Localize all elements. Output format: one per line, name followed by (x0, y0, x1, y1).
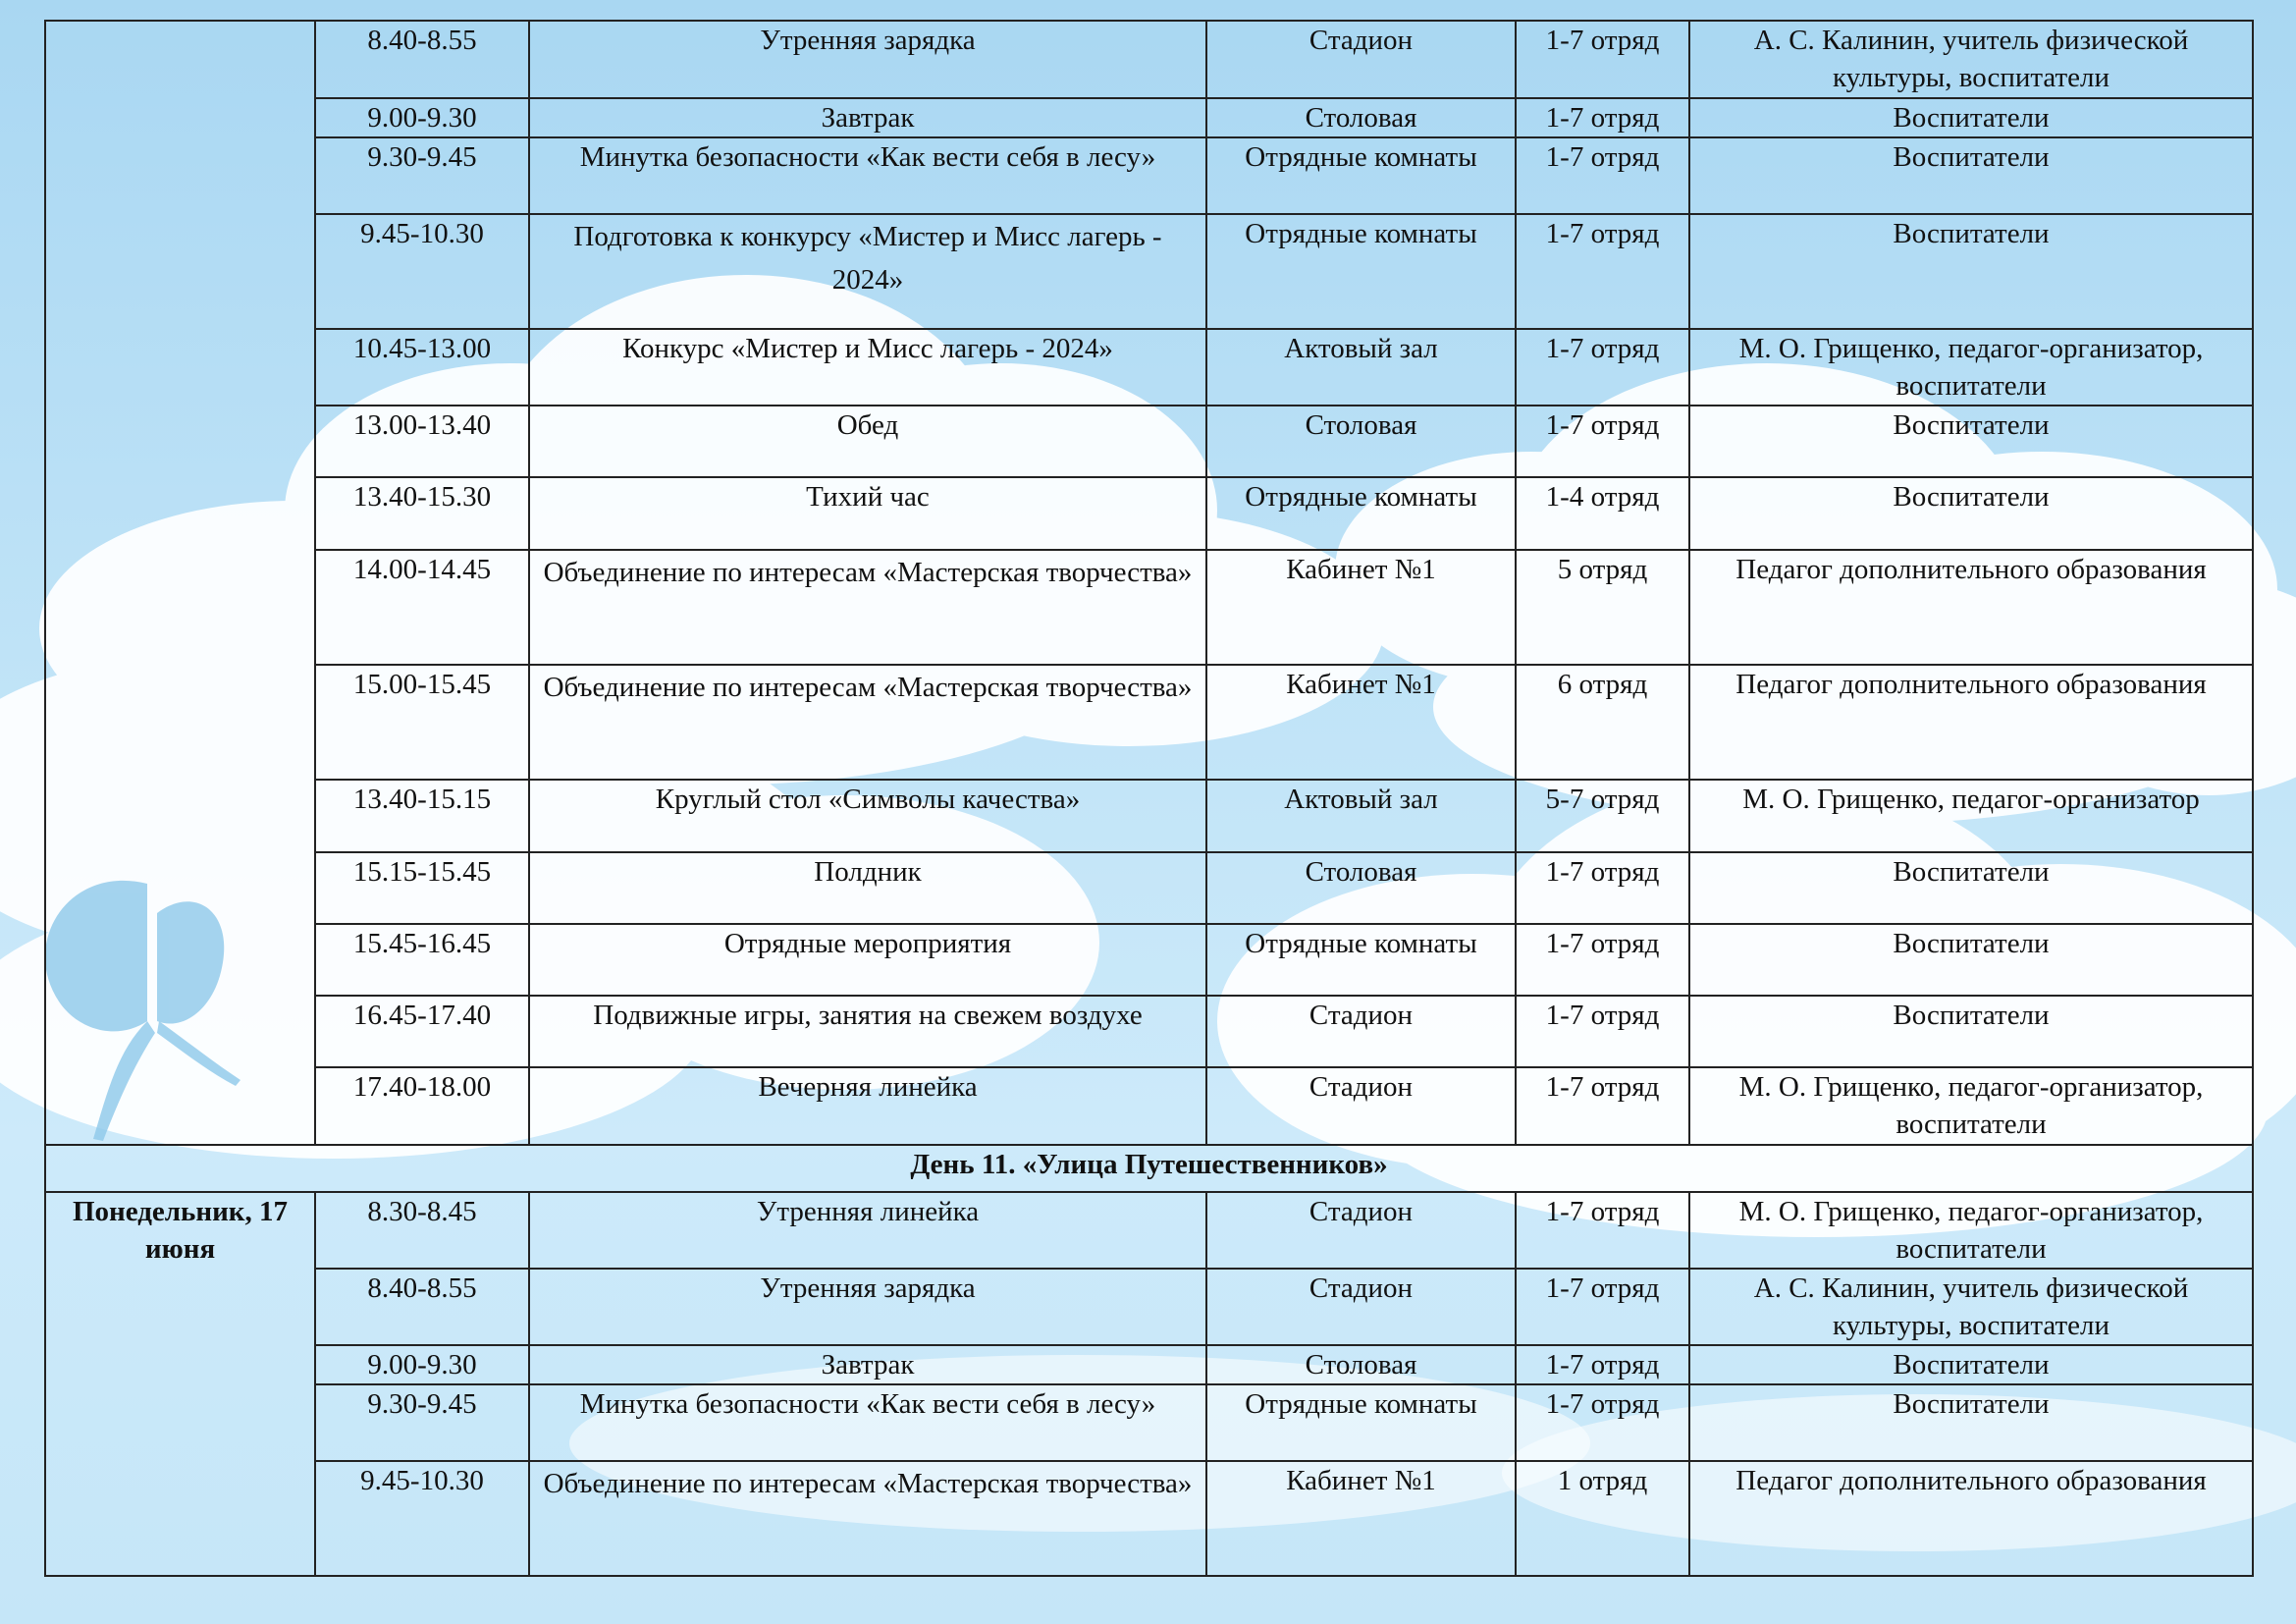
event-cell: Минутка безопасности «Как вести себя в лесу» (529, 1384, 1206, 1461)
group-cell: 1-7 отряд (1516, 1345, 1689, 1384)
day-cell-empty (45, 21, 315, 1145)
place-cell: Актовый зал (1206, 780, 1516, 852)
responsible-cell: А. С. Калинин, учитель физической культуры, воспитатели (1689, 21, 2253, 98)
group-cell: 1-7 отряд (1516, 137, 1689, 214)
table-row (45, 924, 2253, 996)
table-row (45, 477, 2253, 550)
event-cell: Завтрак (529, 1345, 1206, 1384)
place-cell: Кабинет №1 (1206, 550, 1516, 665)
group-cell: 1-7 отряд (1516, 406, 1689, 477)
event-cell: Тихий час (529, 477, 1206, 550)
place-cell: Отрядные комнаты (1206, 924, 1516, 996)
place-cell: Кабинет №1 (1206, 1461, 1516, 1576)
event-cell: Полдник (529, 852, 1206, 924)
place-cell: Столовая (1206, 1345, 1516, 1384)
responsible-cell: Воспитатели (1689, 406, 2253, 477)
table-row (45, 780, 2253, 852)
time-cell: 13.40-15.30 (315, 477, 529, 550)
place-cell: Кабинет №1 (1206, 665, 1516, 780)
responsible-cell: Воспитатели (1689, 996, 2253, 1067)
event-cell: Конкурс «Мистер и Мисс лагерь - 2024» (529, 329, 1206, 406)
table-row (45, 137, 2253, 214)
table-row (45, 1269, 2253, 1345)
group-cell: 6 отряд (1516, 665, 1689, 780)
responsible-cell: М. О. Грищенко, педагог-организатор, воспитатели (1689, 1067, 2253, 1145)
responsible-cell: М. О. Грищенко, педагог-организатор, воспитатели (1689, 1192, 2253, 1269)
day-date: Понедельник, 17 июня (45, 1192, 315, 1576)
table-row (45, 550, 2253, 665)
responsible-cell: Педагог дополнительного образования (1689, 550, 2253, 665)
responsible-cell: Воспитатели (1689, 477, 2253, 550)
place-cell: Столовая (1206, 852, 1516, 924)
responsible-cell: Воспитатели (1689, 1345, 2253, 1384)
responsible-cell: М. О. Грищенко, педагог-организатор (1689, 780, 2253, 852)
event-cell: Минутка безопасности «Как вести себя в лесу» (529, 137, 1206, 214)
time-cell: 9.00-9.30 (315, 1345, 529, 1384)
responsible-cell: Воспитатели (1689, 98, 2253, 137)
table-row (45, 665, 2253, 780)
time-cell: 8.40-8.55 (315, 21, 529, 98)
day-heading: День 11. «Улица Путешественников» (45, 1145, 2253, 1192)
responsible-cell: М. О. Грищенко, педагог-организатор, воспитатели (1689, 329, 2253, 406)
time-cell: 8.30-8.45 (315, 1192, 529, 1269)
table-row (45, 1461, 2253, 1576)
time-cell: 13.00-13.40 (315, 406, 529, 477)
group-cell: 5-7 отряд (1516, 780, 1689, 852)
group-cell: 1-7 отряд (1516, 329, 1689, 406)
group-cell: 1-7 отряд (1516, 1067, 1689, 1145)
day-heading-row (45, 1145, 2253, 1192)
place-cell: Актовый зал (1206, 329, 1516, 406)
time-cell: 9.30-9.45 (315, 137, 529, 214)
table-row (45, 1192, 2253, 1269)
time-cell: 8.40-8.55 (315, 1269, 529, 1345)
event-cell: Объединение по интересам «Мастерская творчества» (529, 550, 1206, 665)
group-cell: 1-7 отряд (1516, 1192, 1689, 1269)
event-cell: Подготовка к конкурсу «Мистер и Мисс лагерь - 2024» (529, 214, 1206, 329)
table-row (45, 214, 2253, 329)
time-cell: 9.45-10.30 (315, 1461, 529, 1576)
place-cell: Отрядные комнаты (1206, 1384, 1516, 1461)
place-cell: Стадион (1206, 1269, 1516, 1345)
place-cell: Отрядные комнаты (1206, 477, 1516, 550)
responsible-cell: Воспитатели (1689, 137, 2253, 214)
group-cell: 5 отряд (1516, 550, 1689, 665)
responsible-cell: Воспитатели (1689, 214, 2253, 329)
place-cell: Стадион (1206, 996, 1516, 1067)
time-cell: 9.00-9.30 (315, 98, 529, 137)
time-cell: 14.00-14.45 (315, 550, 529, 665)
responsible-cell: Педагог дополнительного образования (1689, 1461, 2253, 1576)
event-cell: Объединение по интересам «Мастерская творчества» (529, 1461, 1206, 1576)
responsible-cell: Педагог дополнительного образования (1689, 665, 2253, 780)
group-cell: 1-7 отряд (1516, 214, 1689, 329)
time-cell: 9.45-10.30 (315, 214, 529, 329)
responsible-cell: Воспитатели (1689, 852, 2253, 924)
group-cell: 1-4 отряд (1516, 477, 1689, 550)
event-cell: Круглый стол «Символы качества» (529, 780, 1206, 852)
table-row (45, 1067, 2253, 1145)
schedule-table (44, 20, 2254, 1577)
time-cell: 15.15-15.45 (315, 852, 529, 924)
responsible-cell: А. С. Калинин, учитель физической культуры, воспитатели (1689, 1269, 2253, 1345)
responsible-cell: Воспитатели (1689, 1384, 2253, 1461)
table-row (45, 852, 2253, 924)
group-cell: 1-7 отряд (1516, 924, 1689, 996)
table-row (45, 21, 2253, 98)
table-row (45, 329, 2253, 406)
event-cell: Вечерняя линейка (529, 1067, 1206, 1145)
table-row (45, 1345, 2253, 1384)
table-row (45, 406, 2253, 477)
event-cell: Завтрак (529, 98, 1206, 137)
group-cell: 1 отряд (1516, 1461, 1689, 1576)
place-cell: Столовая (1206, 98, 1516, 137)
group-cell: 1-7 отряд (1516, 996, 1689, 1067)
responsible-cell: Воспитатели (1689, 924, 2253, 996)
place-cell: Отрядные комнаты (1206, 214, 1516, 329)
table-row (45, 1384, 2253, 1461)
event-cell: Утренняя линейка (529, 1192, 1206, 1269)
event-cell: Отрядные мероприятия (529, 924, 1206, 996)
group-cell: 1-7 отряд (1516, 852, 1689, 924)
event-cell: Утренняя зарядка (529, 1269, 1206, 1345)
event-cell: Утренняя зарядка (529, 21, 1206, 98)
group-cell: 1-7 отряд (1516, 21, 1689, 98)
event-cell: Подвижные игры, занятия на свежем воздухе (529, 996, 1206, 1067)
table-row (45, 996, 2253, 1067)
place-cell: Столовая (1206, 406, 1516, 477)
place-cell: Стадион (1206, 1192, 1516, 1269)
group-cell: 1-7 отряд (1516, 1269, 1689, 1345)
time-cell: 16.45-17.40 (315, 996, 529, 1067)
group-cell: 1-7 отряд (1516, 1384, 1689, 1461)
place-cell: Стадион (1206, 1067, 1516, 1145)
time-cell: 15.00-15.45 (315, 665, 529, 780)
event-cell: Обед (529, 406, 1206, 477)
time-cell: 9.30-9.45 (315, 1384, 529, 1461)
time-cell: 10.45-13.00 (315, 329, 529, 406)
table-row (45, 98, 2253, 137)
group-cell: 1-7 отряд (1516, 98, 1689, 137)
place-cell: Отрядные комнаты (1206, 137, 1516, 214)
time-cell: 15.45-16.45 (315, 924, 529, 996)
time-cell: 17.40-18.00 (315, 1067, 529, 1145)
time-cell: 13.40-15.15 (315, 780, 529, 852)
place-cell: Стадион (1206, 21, 1516, 98)
event-cell: Объединение по интересам «Мастерская творчества» (529, 665, 1206, 780)
